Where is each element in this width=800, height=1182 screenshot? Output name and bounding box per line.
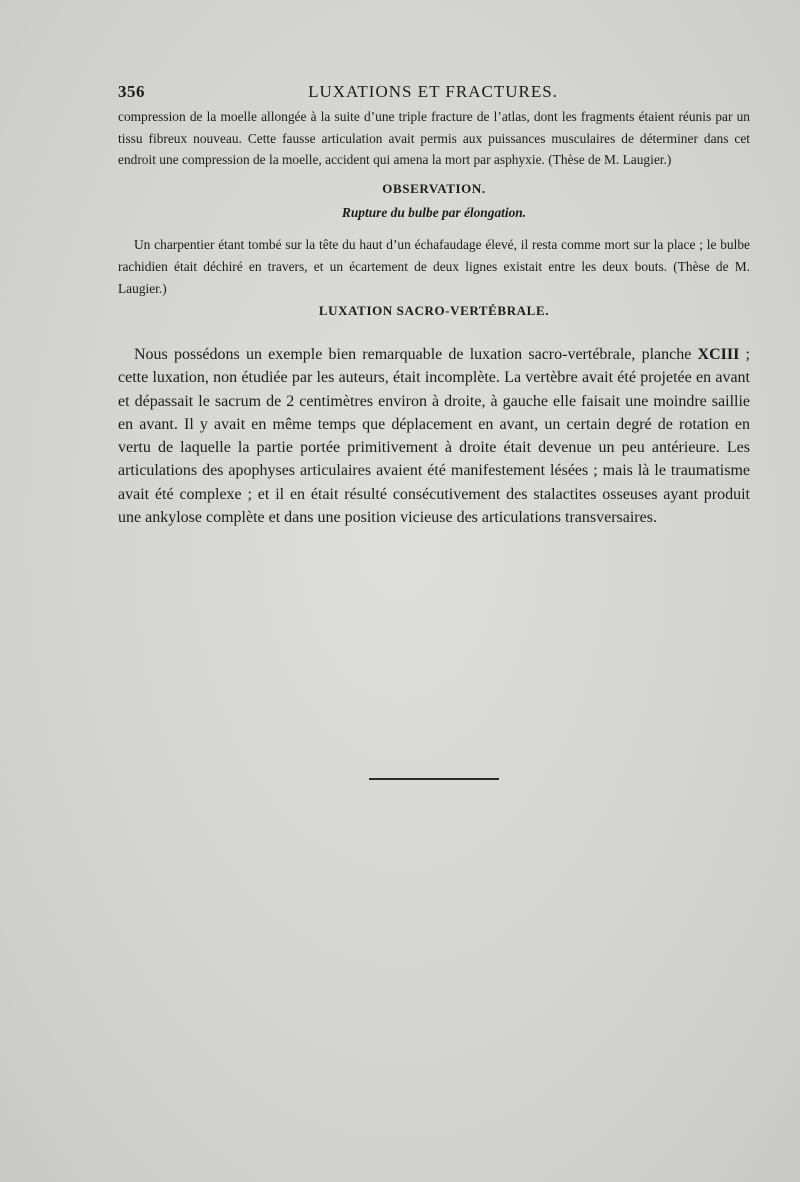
main-paragraph-start: Nous possédons un exemple bien remarquable de luxation sacro-vertébrale, planche — [134, 346, 698, 363]
main-paragraph — [118, 343, 750, 529]
observation-heading: OBSERVATION. — [382, 181, 486, 196]
running-head: LUXATIONS ET FRACTURES. — [308, 82, 558, 101]
page-header — [118, 82, 748, 104]
intro-paragraph: compression de la moelle allongée à la suite d’une triple fracture de l’atlas, dont les fragments étaient réunis par un tissu fibreux nouveau. Cette fausse articulation avait permis aux puissances musculaires de déterminer dans cet endroit une compression de la moelle, accident qui amena la mort par asphyxie. (Thèse de M. Laugier.) — [118, 109, 750, 167]
section-heading: LUXATION SACRO-VERTÉBRALE. — [318, 303, 550, 318]
section-divider — [369, 778, 499, 780]
main-paragraph-rest: ; cette luxation, non étudiée par les auteurs, était incomplète. La vertèbre avait été projetée en avant et dépassait le sacrum de 2 centimètres environ à droite, à gauche elle faisait une moindre saillie en avant. Il y avait en même temps que déplacement en avant, un certain degré de rotation en vertu de laquelle la partie portée primitivement à droite était devenue un peu antérieure. Les articulations des apophyses articulaires avaient été manifestement lésées ; mais là le traumatisme avait été complexe ; et il en était résulté consécutivement des stalactites osseuses ayant produit une ankylose complète et dans une position vicieuse des articulations transversaires. — [118, 346, 750, 527]
observation-paragraph: Un charpentier étant tombé sur la tête du haut d’un échafaudage élevé, il resta comme mort sur la place ; le bulbe rachidien était déchiré en travers, et un écartement de deux lignes existait entre les deux bouts. (Thèse de M. Laugier.) — [118, 237, 750, 296]
plate-reference: XCIII — [697, 346, 740, 363]
page-number: 356 — [118, 82, 145, 101]
observation-subheading: Rupture du bulbe par élongation. — [341, 205, 527, 220]
